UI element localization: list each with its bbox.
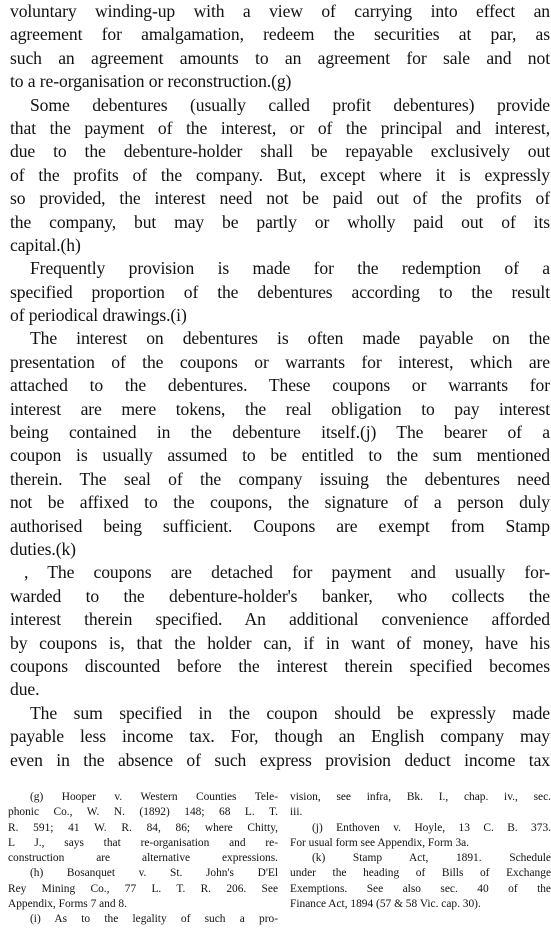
body-line: interest therein specified. An additional convenience afforded <box>10 609 550 630</box>
body-line: interest are mere tokens, the real obligation to pay interest <box>10 398 550 419</box>
footnote-line: Finance Act, 1894 (57 & 58 Vic. cap. 30). <box>290 898 481 911</box>
body-line: by coupons is, that the holder can, if in want of money, have his <box>10 632 550 653</box>
body-line: coupons discounted before the interest therein specified becomes <box>10 655 550 676</box>
body-line: payable less income tax. For, though an English company may <box>10 726 550 747</box>
footnote-line: construction are alternative expressions. <box>8 852 278 865</box>
body-line: The interest on debentures is often made payable on the <box>30 328 550 349</box>
footnote-line: iii. <box>290 806 303 819</box>
body-line: presentation of the coupons or warrants for interest, which are <box>10 351 550 372</box>
body-line: so provided, the interest need not be paid out of the profits of <box>10 188 550 209</box>
footnote-line: R. 591; 41 W. R. 84, 86; where Chitty, <box>8 821 278 834</box>
body-line: of the profits of the company. But, except where it is expressly <box>10 164 550 185</box>
body-line: agreement for amalgamation, redeem the securities at par, as <box>10 24 550 45</box>
footnote-line: (j) Enthoven v. Hoyle, 13 C. B. 373. <box>312 821 551 834</box>
body-line: to a re-organisation or reconstruction.(g) <box>10 71 292 92</box>
footnote-line: Appendix, Forms 7 and 8. <box>8 898 127 911</box>
body-line: warded to the debenture-holder's banker, who collects the <box>10 585 550 606</box>
body-line: such an agreement amounts to an agreement for sale and not <box>10 47 550 68</box>
body-line: authorised being sufficient. Coupons are exempt from Stamp <box>10 515 550 536</box>
body-line: being contained in the debenture itself.(j) The bearer of a <box>10 422 550 443</box>
body-line: capital.(h) <box>10 234 81 255</box>
body-line: due. <box>10 679 40 700</box>
body-line: specified proportion of the debentures according to the result <box>10 281 550 302</box>
body-line: even in the absence of such express provision deduct income tax <box>10 749 550 770</box>
body-text <box>10 0 550 772</box>
footnote-line: Exemptions. See also sec. 40 of the <box>290 882 551 895</box>
body-line: that the payment of the interest, or of the principal and interest, <box>10 117 550 138</box>
body-line: duties.(k) <box>10 538 76 559</box>
body-line: the company, but may be partly or wholly paid out of its <box>10 211 550 232</box>
footnote-line: (i) As to the legality of such a pro- <box>30 913 278 926</box>
body-line: attached to the debentures. These coupons or warrants for <box>10 375 550 396</box>
body-line: The sum specified in the coupon should be expressly made <box>30 702 550 723</box>
footnotes-left-column <box>8 790 278 928</box>
footnote-line: (g) Hooper v. Western Counties Tele- <box>30 791 278 803</box>
footnote-line: For usual form see Appendix, Form 3a. <box>290 836 470 849</box>
footnote-line: Rey Mining Co., 77 L. T. R. 206. See <box>8 882 278 895</box>
body-line: of periodical drawings.(i) <box>10 305 187 326</box>
footnote-line: (k) Stamp Act, 1891. Schedule <box>312 852 551 865</box>
body-line: , The coupons are detached for payment and usually for- <box>24 562 550 583</box>
body-line: Some debentures (usually called profit debentures) provide <box>30 94 550 115</box>
body-line: therein. The seal of the company issuing the debentures need <box>10 468 550 489</box>
body-line: Frequently provision is made for the redemption of a <box>30 258 550 279</box>
footnote-line: L J., says that re-organisation and re- <box>8 836 278 849</box>
body-line: not be affixed to the coupons, the signature of a person duly <box>10 492 550 513</box>
body-line: due to the debenture-holder shall be repayable exclusively out <box>10 141 550 162</box>
body-line: voluntary winding-up with a view of carrying into effect an <box>10 1 550 21</box>
footnotes-right-column <box>290 790 551 912</box>
footnote-line: (h) Bosanquet v. St. John's D'El <box>30 867 278 880</box>
footnote-line: vision, see infra, Bk. I., chap. iv., sec. <box>290 791 551 803</box>
body-line: coupon is usually assumed to be entitled to the sum mentioned <box>10 445 550 466</box>
footnote-line: phonic Co., W. N. (1892) 148; 68 L. T. <box>8 806 278 819</box>
footnote-line: under the heading of Bills of Exchange <box>290 867 551 880</box>
